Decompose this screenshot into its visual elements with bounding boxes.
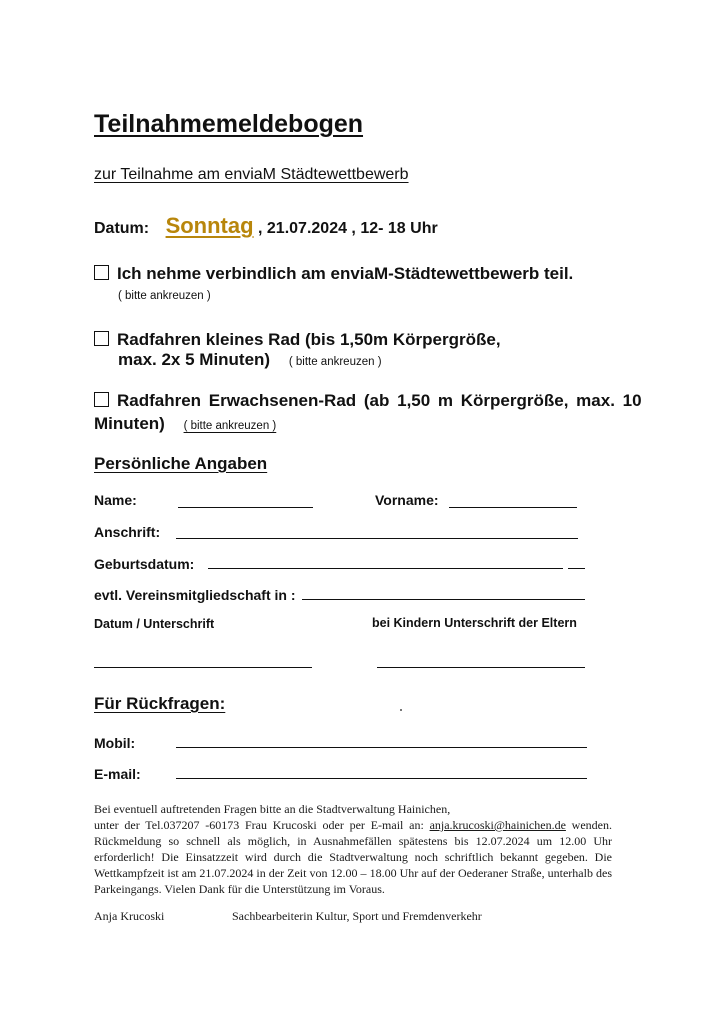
adult-bike-checkbox[interactable] xyxy=(94,392,109,407)
participation-label: Ich nehme verbindlich am enviaM-Städtewettbewerb teil. xyxy=(117,264,574,283)
geburtsdatum-field[interactable] xyxy=(208,568,563,569)
footer-p2-pre: unter der Tel.037207 -60173 Frau Krucoski oder per E-mail an: xyxy=(94,818,430,832)
geburtsdatum-label: Geburtsdatum: xyxy=(94,556,195,572)
signature-field[interactable] xyxy=(94,667,312,668)
verein-field[interactable] xyxy=(302,599,585,600)
mobil-field[interactable] xyxy=(176,747,587,748)
date-label: Datum: xyxy=(94,220,150,237)
small-bike-line2-row xyxy=(118,350,382,370)
anschrift-label: Anschrift: xyxy=(94,524,161,540)
speck xyxy=(400,709,402,711)
name-label: Name: xyxy=(94,492,137,508)
adult-bike-hint: ( bitte ankreuzen ) xyxy=(183,420,277,432)
name-field[interactable] xyxy=(178,507,313,508)
adult-bike-label-line1: Radfahren Erwachsenen-Rad (ab 1,50 m Körpergröße, max. 10 xyxy=(117,391,642,410)
sender-name: Anja Krucoski xyxy=(94,909,165,923)
datum-unterschrift-label: Datum / Unterschrift xyxy=(94,617,215,631)
parent-signature-field[interactable] xyxy=(377,667,585,668)
page-title: Teilnahmemeldebogen xyxy=(94,110,364,138)
small-bike-label-line2: max. 2x 5 Minuten) xyxy=(118,350,271,369)
email-label: E-mail: xyxy=(94,766,141,782)
footer-paragraph xyxy=(94,817,612,897)
footer-text xyxy=(94,801,612,897)
adult-bike-line2-row xyxy=(94,414,276,434)
option-small-bike xyxy=(94,330,501,350)
participation-checkbox[interactable] xyxy=(94,265,109,280)
option-adult-bike xyxy=(94,391,642,411)
anschrift-field[interactable] xyxy=(176,538,578,539)
date-value: , 21.07.2024 , 12- 18 Uhr xyxy=(258,220,438,237)
footer-line1: Bei eventuell auftretenden Fragen bitte an die Stadtverwaltung Hainichen, xyxy=(94,802,451,816)
page-subtitle: zur Teilnahme am enviaM Städtewettbewerb xyxy=(94,166,409,183)
mobil-label: Mobil: xyxy=(94,735,136,751)
option-participation xyxy=(94,264,573,284)
sender-role: Sachbearbeiterin Kultur, Sport und Fremdenverkehr xyxy=(232,909,482,923)
small-bike-hint: ( bitte ankreuzen ) xyxy=(288,356,382,368)
eltern-unterschrift-label: bei Kindern Unterschrift der Eltern xyxy=(372,616,577,630)
verein-label: evtl. Vereinsmitgliedschaft in : xyxy=(94,587,296,603)
vorname-label: Vorname: xyxy=(375,492,439,508)
email-field[interactable] xyxy=(176,778,587,779)
small-bike-label-line1: Radfahren kleines Rad (bis 1,50m Körpergröße, xyxy=(117,330,501,349)
participation-hint: ( bitte ankreuzen ) xyxy=(118,290,211,302)
adult-bike-label-line2: Minuten) xyxy=(94,414,165,433)
personal-heading: Persönliche Angaben xyxy=(94,454,268,473)
geburtsdatum-field-end xyxy=(568,568,585,569)
event-date xyxy=(94,213,438,239)
date-day: Sonntag xyxy=(165,213,254,238)
footer-p2-post: wenden. Rückmeldung so schnell als möglich, in Ausnahmefällen spätestens bis 12.07.2024 um 12.00 Uhr erforderlich! Die Einsatzzeit wird durch die Stadtverwaltung noch schriftlich bekannt gegeben. Die Wettkampfzeit ist am 21.07.2024 in der Zeit von 12.00 – 18.00 Uhr auf der Oederaner Straße, unterhalb des Parkeingangs. Vielen Dank für die Unterstützung im Voraus. xyxy=(94,818,612,896)
vorname-field[interactable] xyxy=(449,507,577,508)
contact-heading: Für Rückfragen: xyxy=(94,694,226,713)
email-link[interactable]: anja.krucoski@hainichen.de xyxy=(429,818,566,832)
small-bike-checkbox[interactable] xyxy=(94,331,109,346)
